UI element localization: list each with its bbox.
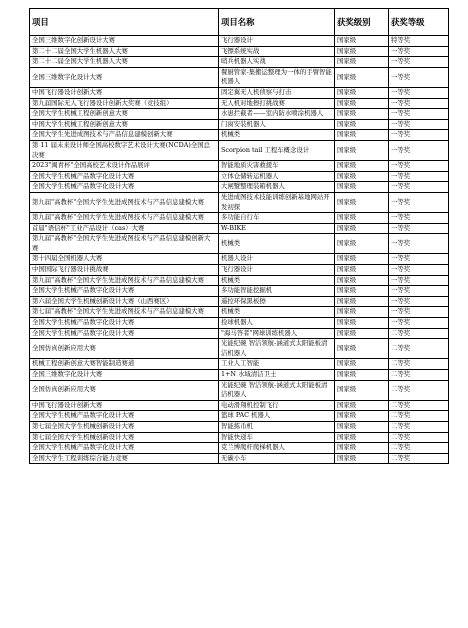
cell-project-name: 哨兵机器人实战 (219, 57, 335, 68)
cell-project-name: 多功能智能挖掘机 (219, 286, 335, 297)
table-row (30, 67, 449, 87)
table-row (30, 57, 449, 68)
cell-award-level: 国家级 (335, 328, 389, 339)
header-project-name: 项目名称 (219, 9, 335, 36)
cell-project: 全国仿真创新应用大赛 (30, 339, 219, 359)
table-row (30, 328, 449, 339)
table-row (30, 192, 449, 212)
cell-award-level: 国家级 (335, 443, 389, 454)
table-row (30, 296, 449, 307)
cell-award-level: 国家级 (335, 36, 389, 47)
cell-award-grade: 一等奖 (389, 213, 449, 224)
cell-project: 第九届国际无人飞行器设计创新大奖赛（竞技组） (30, 98, 219, 109)
cell-project: 第九届"高教杯"全国大学生先进成图技术与产品信息建模大赛 (30, 275, 219, 286)
table-row (30, 223, 449, 234)
cell-project-name: Scorpion tail 工程车概念设计 (219, 140, 335, 160)
cell-project-name: 机械类 (219, 307, 335, 318)
cell-project-name: 机械类 (219, 130, 335, 141)
cell-project: 全国大学生工程训练综合能力竞赛 (30, 453, 219, 464)
cell-project: 第九届"高教杯"全国大学生先进成图技术与产品信息建模大赛 (30, 213, 219, 224)
cell-award-level: 国家级 (335, 411, 389, 422)
cell-project: 第七届"高教杯"全国大学生先进成图技术与产品信息建模大赛 (30, 307, 219, 318)
cell-award-level: 国家级 (335, 339, 389, 359)
cell-project-name: 大闸蟹整理装箱机器人 (219, 182, 335, 193)
cell-project-name: 餐厨管家-集搬运整理为一体的手臂智能机器人 (219, 67, 335, 87)
table-row (30, 87, 449, 98)
cell-award-grade: 一等奖 (389, 46, 449, 57)
cell-project-name: 水患拦截者——室内防水喷涂机器人 (219, 109, 335, 120)
header-project: 项目 (30, 9, 219, 36)
table-row (30, 275, 449, 286)
cell-award-grade: 一等奖 (389, 67, 449, 87)
table-row (30, 98, 449, 109)
cell-award-level: 国家级 (335, 161, 389, 172)
cell-award-grade: 二等奖 (389, 359, 449, 370)
header-row (30, 9, 449, 36)
cell-award-grade: 一等奖 (389, 296, 449, 307)
cell-project: 首届"语信杯"工业产品设计（cas）大赛 (30, 223, 219, 234)
cell-project-name: 克兰博爬杆爬梯机器人 (219, 443, 335, 454)
table-row (30, 286, 449, 297)
cell-project-name: 多功能自行车 (219, 213, 335, 224)
cell-award-level: 国家级 (335, 46, 389, 57)
table-row (30, 265, 449, 276)
cell-award-grade: 一等奖 (389, 275, 449, 286)
table-row (30, 119, 449, 130)
cell-project-name: 飞镖系统实战 (219, 46, 335, 57)
cell-award-grade: 二等奖 (389, 328, 449, 339)
cell-award-level: 国家级 (335, 265, 389, 276)
table-row (30, 171, 449, 182)
cell-project-name: 固定翼无人机侦察与打击 (219, 87, 335, 98)
cell-project-name: 1+N 水域清洁卫士 (219, 370, 335, 381)
cell-award-level: 国家级 (335, 130, 389, 141)
cell-award-grade: 一等奖 (389, 130, 449, 141)
table-row (30, 36, 449, 47)
cell-project-name: "海马答者"网球训练机器人 (219, 328, 335, 339)
cell-project: 全国仿真创新应用大赛 (30, 380, 219, 400)
cell-award-grade: 特等奖 (389, 36, 449, 47)
cell-award-grade: 一等奖 (389, 254, 449, 265)
cell-project-name: 飞行器设计 (219, 265, 335, 276)
cell-project-name: 智能地质灾害救援车 (219, 161, 335, 172)
cell-award-level: 国家级 (335, 421, 389, 432)
table-row (30, 380, 449, 400)
cell-award-level: 国家级 (335, 109, 389, 120)
cell-award-grade: 二等奖 (389, 339, 449, 359)
cell-award-grade: 一等奖 (389, 223, 449, 234)
cell-project-name: 智能快递车 (219, 432, 335, 443)
cell-award-grade: 二等奖 (389, 432, 449, 443)
cell-award-grade: 二等奖 (389, 370, 449, 381)
cell-project-name: 电动滑翔机控制飞行 (219, 400, 335, 411)
table-row (30, 234, 449, 254)
table-row (30, 400, 449, 411)
cell-award-level: 国家级 (335, 57, 389, 68)
cell-project: 中国大学生机械工程创新创意大赛 (30, 119, 219, 130)
cell-award-level: 国家级 (335, 67, 389, 87)
table-row (30, 140, 449, 160)
cell-award-level: 国家级 (335, 318, 389, 329)
cell-project: 中国飞行器设计创新大赛 (30, 400, 219, 411)
cell-award-level: 国家级 (335, 254, 389, 265)
cell-award-level: 国家级 (335, 359, 389, 370)
cell-project: 机械工程创新创意大赛智能制造赛道 (30, 359, 219, 370)
cell-project: 第六届全国大学生机械创新设计大赛（山西赛区） (30, 296, 219, 307)
table-body (30, 36, 449, 464)
cell-project-name: 无碳小车 (219, 453, 335, 464)
cell-project: 全国大学生机械产品数字化设计大赛 (30, 328, 219, 339)
table-row (30, 421, 449, 432)
cell-award-level: 国家级 (335, 171, 389, 182)
table-row (30, 453, 449, 464)
cell-award-grade: 一等奖 (389, 140, 449, 160)
cell-project-name: 机器人设计 (219, 254, 335, 265)
table-row (30, 307, 449, 318)
cell-project-name: 门窗安装机器人 (219, 119, 335, 130)
table-row (30, 370, 449, 381)
cell-project-name: 机械类 (219, 234, 335, 254)
cell-project: 第 11 届未来设计师全国高校数字艺术设计大赛(NCDA)全国总决赛 (30, 140, 219, 160)
table-row (30, 443, 449, 454)
cell-award-grade: 一等奖 (389, 234, 449, 254)
cell-project: 第九届"高教杯"全国大学生先进成图技术与产品信息建模创新大赛 (30, 234, 219, 254)
cell-project: 全国大学生机械产品数字化设计大赛 (30, 286, 219, 297)
cell-award-grade: 二等奖 (389, 400, 449, 411)
cell-project-name: 篮球 PAC 机器人 (219, 411, 335, 422)
cell-project: 全国大学生机械产品数字化设计大赛 (30, 171, 219, 182)
cell-award-level: 国家级 (335, 453, 389, 464)
cell-project: 第二十二届全国大学生机器人大赛 (30, 46, 219, 57)
table-row (30, 254, 449, 265)
cell-award-grade: 一等奖 (389, 182, 449, 193)
cell-project-name: 光能纪碗 智洁领航-涵道式太阳能板清洁机器人 (219, 380, 335, 400)
awards-document (29, 8, 448, 464)
cell-award-grade: 二等奖 (389, 443, 449, 454)
cell-project: 第七届全国大学生机械创新设计大赛 (30, 421, 219, 432)
cell-project: 第九届"高教杯"全国大学生先进成图技术与产品信息建模大赛 (30, 192, 219, 212)
cell-project-name: 智能拣币机 (219, 421, 335, 432)
table-row (30, 182, 449, 193)
cell-project-name: W-BIKE (219, 223, 335, 234)
cell-project-name: 先进成图技术技能训练创新基地网站开发初探 (219, 192, 335, 212)
cell-award-level: 国家级 (335, 119, 389, 130)
cell-award-level: 国家级 (335, 182, 389, 193)
cell-award-grade: 一等奖 (389, 265, 449, 276)
cell-award-level: 国家级 (335, 192, 389, 212)
table-row (30, 359, 449, 370)
cell-project: 第二十二届全国大学生机器人大赛 (30, 57, 219, 68)
cell-project-name: 飞行器设计 (219, 36, 335, 47)
table-row (30, 213, 449, 224)
cell-award-level: 国家级 (335, 275, 389, 286)
table-row (30, 339, 449, 359)
cell-project-name: 捡球机器人 (219, 318, 335, 329)
cell-award-grade: 一等奖 (389, 171, 449, 182)
cell-project-name: 机械类 (219, 275, 335, 286)
cell-award-grade: 二等奖 (389, 411, 449, 422)
cell-award-grade: 二等奖 (389, 380, 449, 400)
cell-award-level: 国家级 (335, 380, 389, 400)
cell-award-level: 国家级 (335, 234, 389, 254)
cell-award-grade: 一等奖 (389, 286, 449, 297)
table-row (30, 161, 449, 172)
cell-award-level: 国家级 (335, 296, 389, 307)
cell-project: 全国三维数字化设计大赛 (30, 67, 219, 87)
cell-project: 第七届全国大学生机械创新设计大赛 (30, 432, 219, 443)
cell-project: 中国飞行器设计创新大赛 (30, 87, 219, 98)
cell-award-grade: 二等奖 (389, 453, 449, 464)
cell-award-grade: 一等奖 (389, 98, 449, 109)
table-row (30, 411, 449, 422)
cell-award-grade: 一等奖 (389, 192, 449, 212)
cell-project: 全国大学生机械产品数字化设计大赛 (30, 443, 219, 454)
cell-award-level: 国家级 (335, 400, 389, 411)
cell-project: 全国大学生机械产品数字化设计大赛 (30, 182, 219, 193)
cell-project-name: 工业人工智能 (219, 359, 335, 370)
header-award-level: 获奖级别 (335, 9, 389, 36)
cell-award-level: 国家级 (335, 370, 389, 381)
cell-project-name: 立体仓储转运机器人 (219, 171, 335, 182)
cell-award-grade: 一等奖 (389, 161, 449, 172)
cell-project: 中国国际飞行器设计挑战赛 (30, 265, 219, 276)
cell-award-level: 国家级 (335, 307, 389, 318)
cell-project: 全国三维数字化创新设计大赛 (30, 36, 219, 47)
cell-award-level: 国家级 (335, 223, 389, 234)
cell-award-level: 国家级 (335, 213, 389, 224)
cell-project: 全国三维数字化设计大赛 (30, 370, 219, 381)
header-award-grade: 获奖等级 (389, 9, 449, 36)
cell-award-grade: 一等奖 (389, 109, 449, 120)
cell-award-grade: 一等奖 (389, 87, 449, 98)
cell-award-level: 国家级 (335, 432, 389, 443)
cell-award-grade: 一等奖 (389, 307, 449, 318)
cell-award-grade: 一等奖 (389, 318, 449, 329)
cell-project: 2023"闽青杯"全国高校艺术设计作品展评 (30, 161, 219, 172)
cell-project: 全国大学生先进成图技术与产品信息建模创新大赛 (30, 130, 219, 141)
cell-project: 全国大学生机械产品数字化设计大赛 (30, 411, 219, 422)
awards-table (29, 8, 449, 464)
cell-project-name: 无人机对地擦打挑战赛 (219, 98, 335, 109)
cell-award-level: 国家级 (335, 140, 389, 160)
table-row (30, 318, 449, 329)
cell-project: 第十四届全国机器人大赛 (30, 254, 219, 265)
cell-award-level: 国家级 (335, 98, 389, 109)
cell-award-grade: 二等奖 (389, 421, 449, 432)
cell-project-name: 光能纪碗 智洁领航-涵道式太阳能板清洁机器人 (219, 339, 335, 359)
cell-project: 全国大学生机械工程创新创意大赛 (30, 109, 219, 120)
cell-project-name: 遥控环保黑板擦 (219, 296, 335, 307)
table-row (30, 109, 449, 120)
table-row (30, 432, 449, 443)
table-row (30, 130, 449, 141)
cell-award-level: 国家级 (335, 87, 389, 98)
cell-award-grade: 一等奖 (389, 119, 449, 130)
cell-award-level: 国家级 (335, 286, 389, 297)
cell-project: 全国大学生机械产品数字化设计大赛 (30, 318, 219, 329)
cell-award-grade: 一等奖 (389, 57, 449, 68)
table-row (30, 46, 449, 57)
